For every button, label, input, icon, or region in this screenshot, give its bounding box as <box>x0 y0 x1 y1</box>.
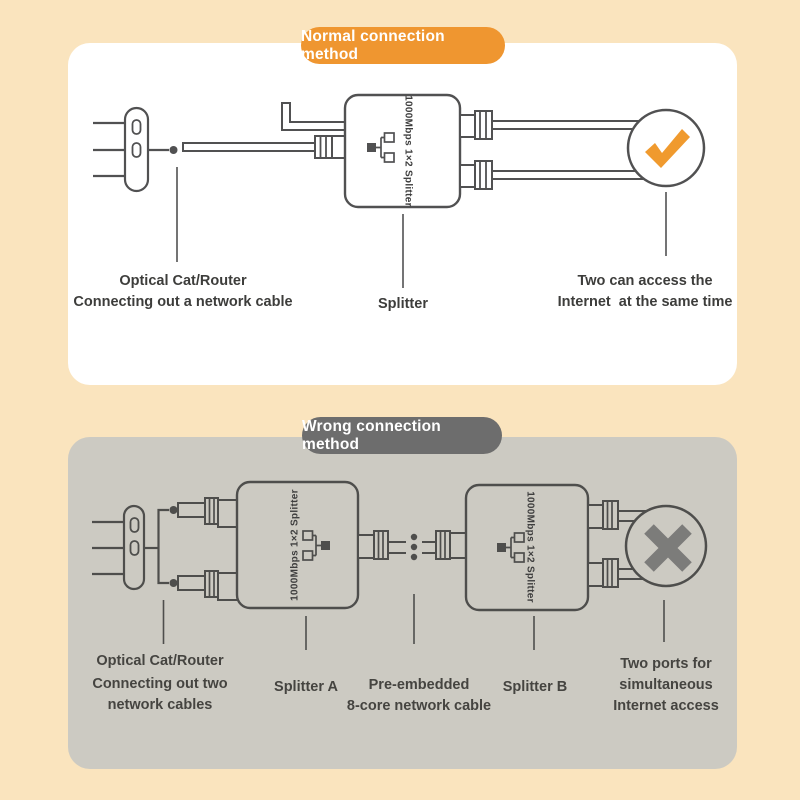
label-splitter-b: Splitter B <box>502 679 568 695</box>
label-result-wrong <box>596 654 736 717</box>
label-result-wrong-line1: Two ports for <box>620 656 712 672</box>
splitter-model-label: 1000Mbps 1×2 Splitter <box>402 95 414 207</box>
wrong-method-badge-label: Wrong connection method <box>302 417 441 453</box>
wrong-method-badge <box>302 417 502 454</box>
wrong-connection-diagram <box>68 437 737 769</box>
pre-embedded-cable-drawing <box>358 531 466 560</box>
two-cables-drawing <box>178 498 238 600</box>
label-router-wrong-line2: Connecting out two <box>92 676 228 692</box>
network-cable-drawing <box>183 136 346 158</box>
router-drawing <box>92 506 178 589</box>
label-result-wrong-line2: simultaneous <box>619 677 713 693</box>
normal-method-badge-label: Normal connection method <box>301 27 445 63</box>
splitter-b-drawing <box>466 485 588 610</box>
bent-wire-drawing <box>282 103 345 130</box>
cross-circle <box>626 506 706 586</box>
splitter-a-model-label: 1000Mbps 1×2 Splitter <box>289 489 301 601</box>
label-router-normal-line2: Connecting out a network cable <box>73 294 293 310</box>
splitter-a-drawing <box>237 482 358 608</box>
router-drawing <box>93 108 178 191</box>
splitter-drawing <box>345 95 460 207</box>
label-router-wrong <box>40 651 280 716</box>
label-splitter-a: Splitter A <box>274 679 338 695</box>
label-splitter: Splitter <box>378 296 428 312</box>
normal-method-badge <box>301 27 505 64</box>
label-router-wrong-line3: network cables <box>107 697 213 713</box>
label-router-normal-line1: Optical Cat/Router <box>119 273 247 289</box>
check-circle <box>628 110 704 186</box>
label-result-wrong-line3: Internet access <box>613 698 719 714</box>
label-result-normal-line2: Internet at the same time <box>557 294 733 310</box>
label-router-wrong-line1: Optical Cat/Router <box>96 653 224 669</box>
normal-connection-diagram <box>68 43 737 385</box>
label-cable-line2: 8-core network cable <box>346 698 492 714</box>
label-result-normal-line1: Two can access the <box>577 273 713 289</box>
label-cable-line1: Pre-embedded <box>368 677 470 693</box>
output-cables-drawing <box>460 111 652 189</box>
label-result-normal <box>514 271 776 313</box>
splitter-b-model-label: 1000Mbps 1×2 Splitter <box>524 491 536 603</box>
label-router-normal <box>63 271 303 313</box>
